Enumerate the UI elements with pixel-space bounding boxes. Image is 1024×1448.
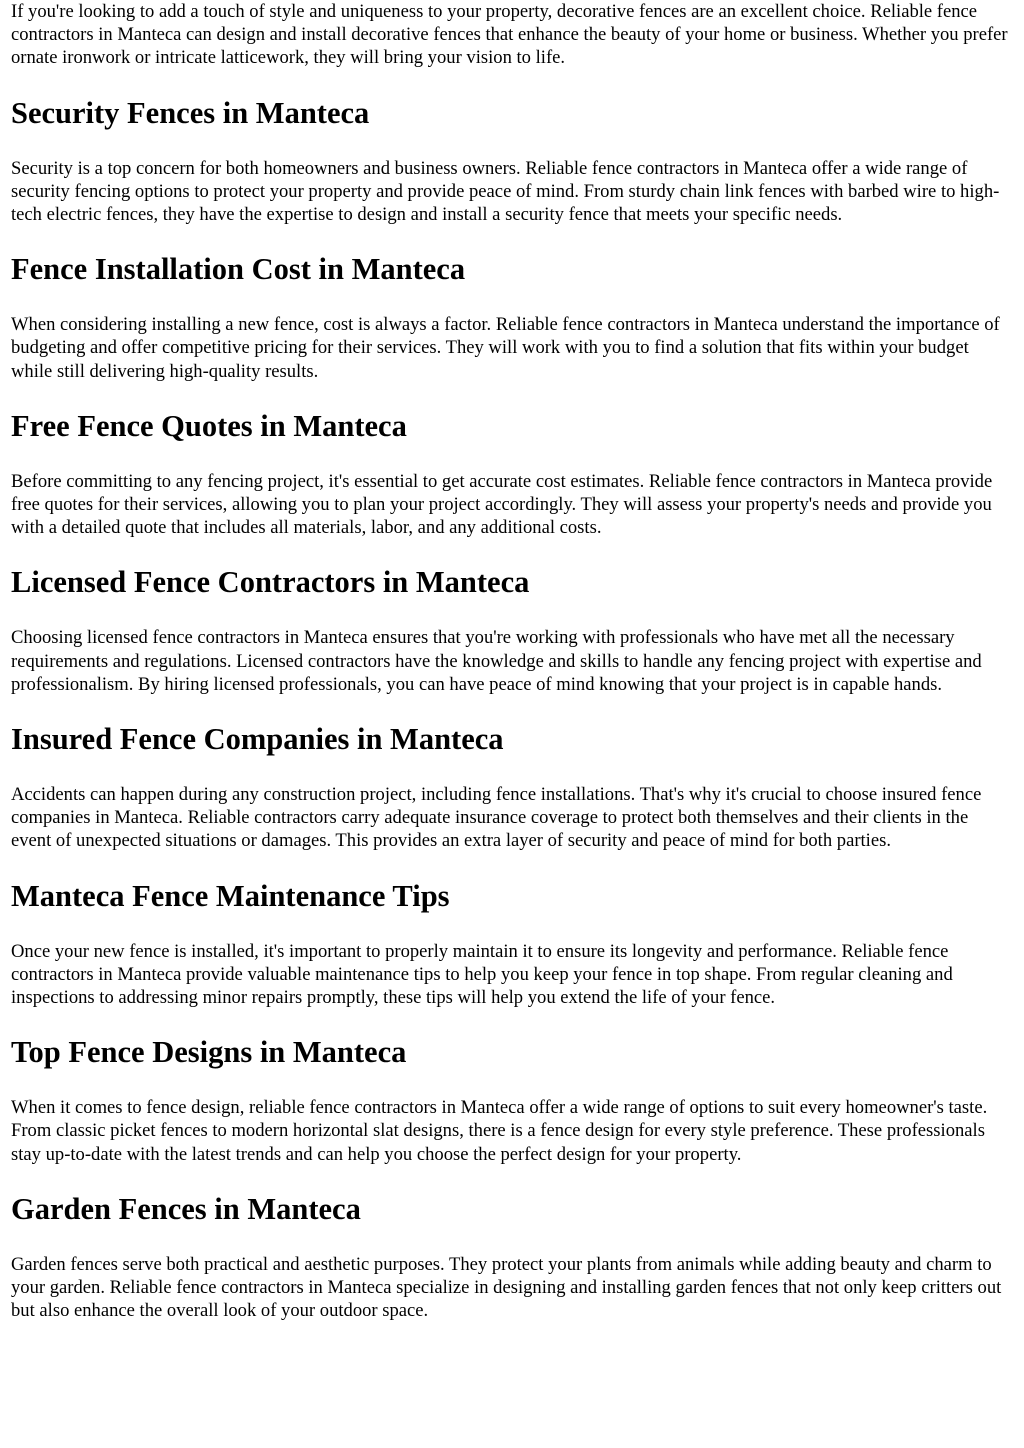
intro-paragraph: If you're looking to add a touch of style and uniqueness to your property, decorative fences are an excellent choice. Reliable fence contractors in Manteca can design and install decorative fences that enhance the beauty of your home or business. Whether you prefer ornate ironwork or intricate latticework, they will bring your vision to life.	[11, 1, 1008, 69]
section-garden-fences	[11, 1191, 1013, 1323]
section-paragraph: Once your new fence is installed, it's important to properly maintain it to ensure its longevity and performance. Reliable fence contractors in Manteca provide valuable maintenance tips to help you keep your fence in top shape. From regular cleaning and inspections to addressing minor repairs promptly, these tips will help you extend the life of your fence.	[11, 940, 953, 1009]
section-paragraph: Accidents can happen during any construction project, including fence installations. That's why it's crucial to choose insured fence companies in Manteca. Reliable contractors carry adequate insurance coverage to protect both themselves and their clients in the event of unexpected situations or damages. This provides an extra layer of security and peace of mind for both parties.	[11, 784, 982, 852]
section-heading: Free Fence Quotes in Manteca	[11, 408, 407, 443]
section-paragraph: When it comes to fence design, reliable fence contractors in Manteca offer a wide range of options to suit every homeowner's taste. From classic picket fences to modern horizontal slat designs, there is a fence design for every style preference. These professionals stay up-to-date with the latest trends and can help you choose the perfect design for your property.	[11, 1097, 988, 1165]
section-heading: Licensed Fence Contractors in Manteca	[11, 565, 530, 600]
section-paragraph: Security is a top concern for both homeowners and business owners. Reliable fence contractors in Manteca offer a wide range of security fencing options to protect your property and provide peace of mind. From sturdy chain link fences with barbed wire to high-tech electric fences, they have the expertise to design and install a security fence that meets your specific needs.	[11, 157, 1000, 226]
section-heading: Security Fences in Manteca	[11, 95, 370, 130]
section-maintenance-tips	[11, 878, 1013, 1010]
section-heading: Top Fence Designs in Manteca	[11, 1035, 407, 1070]
section-licensed-contractors	[11, 564, 1013, 696]
section-heading: Garden Fences in Manteca	[11, 1191, 361, 1226]
section-insured-companies	[11, 721, 1013, 853]
section-installation-cost	[11, 251, 1013, 383]
section-fence-designs	[11, 1034, 1013, 1166]
section-paragraph: Before committing to any fencing project, it's essential to get accurate cost estimates. Reliable fence contractors in Manteca provide free quotes for their services, allowing you to plan your project accordingly. They will assess your property's needs and provide you with a detailed quote that includes all materials, labor, and any additional costs.	[11, 470, 993, 539]
section-heading: Manteca Fence Maintenance Tips	[11, 878, 450, 913]
section-paragraph: Garden fences serve both practical and aesthetic purposes. They protect your plants from animals while adding beauty and charm to your garden. Reliable fence contractors in Manteca specialize in designing and installing garden fences that not only keep critters out but also enhance the overall look of your outdoor space.	[11, 1253, 1002, 1322]
section-heading: Fence Installation Cost in Manteca	[11, 252, 466, 287]
article-body	[11, 0, 1013, 1322]
section-paragraph: When considering installing a new fence, cost is always a factor. Reliable fence contractors in Manteca understand the importance of budgeting and offer competitive pricing for their services. They will work with you to find a solution that fits within your budget while still delivering high-quality results.	[11, 314, 1000, 382]
section-heading: Insured Fence Companies in Manteca	[11, 722, 504, 757]
section-security-fences	[11, 95, 1013, 227]
section-free-quotes	[11, 408, 1013, 540]
section-paragraph: Choosing licensed fence contractors in Manteca ensures that you're working with professionals who have met all the necessary requirements and regulations. Licensed contractors have the knowledge and skills to handle any fencing project with expertise and professionalism. By hiring licensed professionals, you can have peace of mind knowing that your project is in capable hands.	[11, 627, 982, 695]
